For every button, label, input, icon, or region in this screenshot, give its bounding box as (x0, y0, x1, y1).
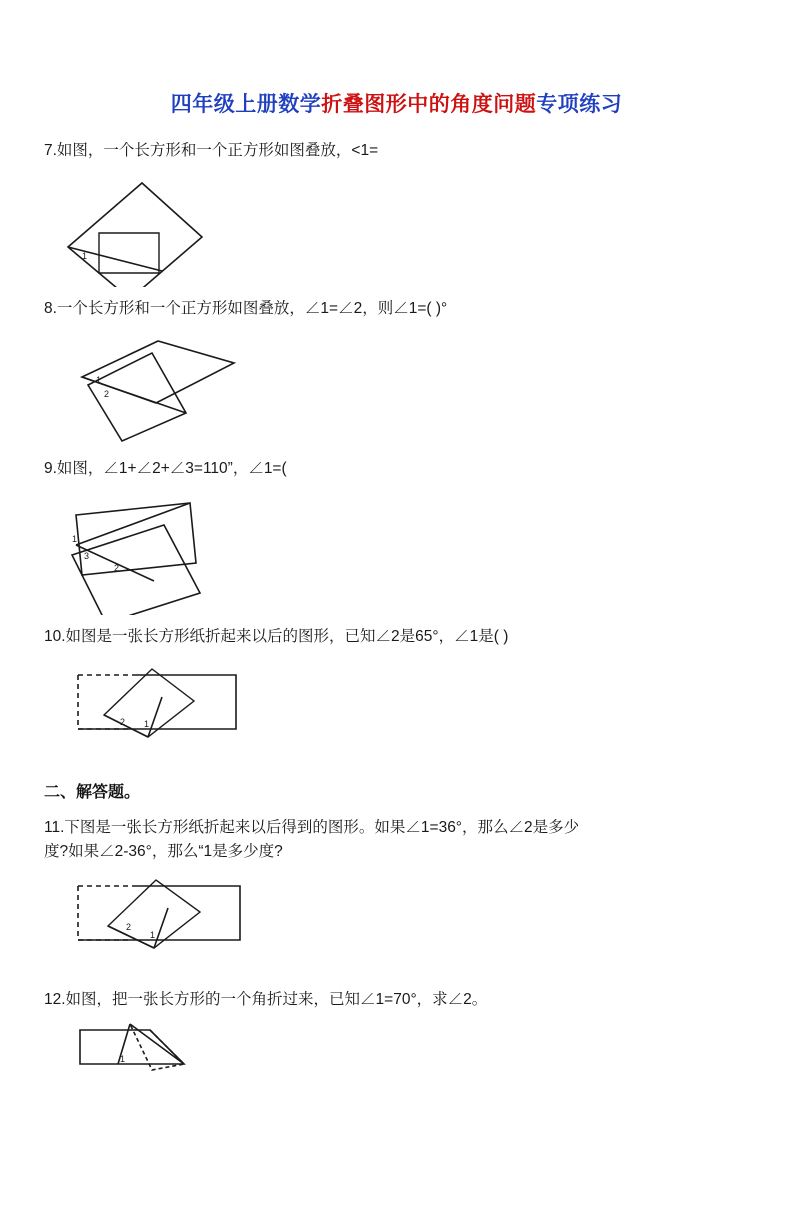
angle-label-1: 1 (150, 930, 156, 941)
angle-label-1: 1 (120, 1054, 126, 1065)
question-9-figure (44, 485, 749, 615)
angle-label-2: 2 (104, 389, 110, 400)
angle-label-1: 1 (144, 719, 150, 730)
angle-label-1: 1 (96, 375, 102, 386)
question-11-line-1: 11.下图是一张长方形纸折起来以后得到的图形。如果∠1=36°，那么∠2是多少 (44, 819, 580, 837)
question-12-figure (44, 1016, 749, 1096)
angle-label-1: 1 (82, 251, 88, 262)
angle-label-2: 2 (126, 922, 132, 933)
title-segment-blue-2: 专项练习 (536, 93, 623, 116)
question-8-figure (44, 325, 749, 447)
question-7-text: 7.如图，一个长方形和一个正方形如图叠放，<1= (44, 142, 379, 160)
page-title (44, 92, 749, 117)
question-12-text: 12.如图，把一张长方形的一个角折过来，已知∠1=70°，求∠2。 (44, 991, 488, 1009)
angle-label-1: 1 (72, 534, 78, 545)
question-8-text: 8.一个长方形和一个正方形如图叠放，∠1=∠2，则∠1=( )° (44, 300, 448, 318)
angle-label-2: 2 (114, 563, 120, 574)
question-7-figure (44, 167, 749, 287)
question-11-line-2: 度?如果∠2-36°，那么“1是多少度? (44, 843, 283, 861)
angle-label-3: 3 (84, 551, 90, 562)
angle-label-2: 2 (120, 717, 126, 728)
title-segment-blue: 四年级上册数学 (170, 93, 322, 116)
worksheet-page (0, 92, 793, 1214)
section-header: 二、解答题。 (44, 784, 141, 802)
question-10-text: 10.如图是一张长方形纸折起来以后的图形，已知∠2是65°，∠1是( ) (44, 628, 509, 646)
question-9-text: 9.如图，∠1+∠2+∠3=110”，∠1=( (44, 460, 287, 478)
title-segment-red: 折叠图形中的角度问题 (321, 93, 537, 116)
question-11-figure (44, 868, 749, 978)
question-10-figure (44, 653, 749, 763)
